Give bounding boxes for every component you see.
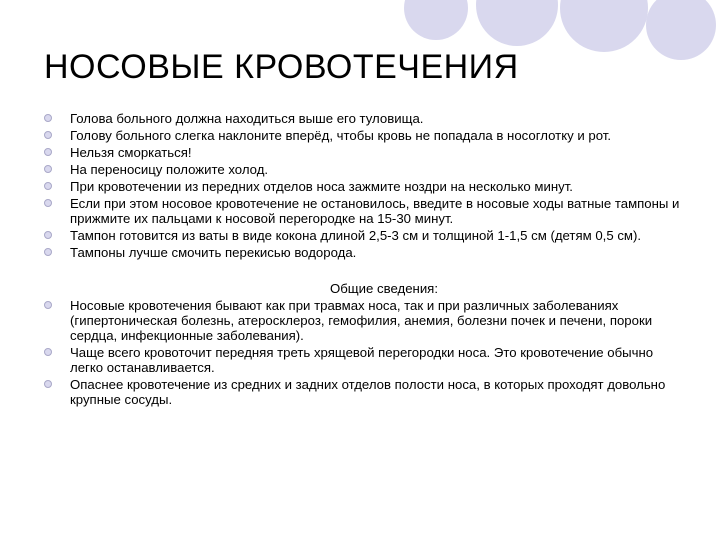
list-item bbox=[44, 245, 684, 260]
circle-bullet-icon bbox=[44, 131, 52, 139]
instructions-list bbox=[44, 111, 684, 260]
general-info-list bbox=[44, 298, 684, 407]
list-item bbox=[44, 345, 684, 375]
list-item-text: Тампоны лучше смочить перекисью водорода. bbox=[70, 245, 357, 260]
slide-title: НОСОВЫЕ КРОВОТЕЧЕНИЯ bbox=[44, 48, 519, 86]
circle-bullet-icon bbox=[44, 248, 52, 256]
decor-circle-4 bbox=[646, 0, 716, 60]
list-item bbox=[44, 228, 684, 243]
list-item-text: При кровотечении из передних отделов носа зажмите ноздри на несколько минут. bbox=[70, 179, 573, 194]
list-item bbox=[44, 145, 684, 160]
list-item bbox=[44, 179, 684, 194]
circle-bullet-icon bbox=[44, 301, 52, 309]
decor-circle-2 bbox=[476, 0, 558, 46]
circle-bullet-icon bbox=[44, 231, 52, 239]
list-item bbox=[44, 111, 684, 126]
list-item-text: Голову больного слегка наклоните вперёд, чтобы кровь не попадала в носоглотку и рот. bbox=[70, 128, 612, 143]
decor-circle-1 bbox=[404, 0, 468, 40]
list-item-text: Носовые кровотечения бывают как при травмах носа, так и при различных заболеваниях (гипертоническая болезнь, атеросклероз, гемофилия, анемия, болезни почек и печени, пороки сердца, инфекционные заболевания). bbox=[70, 298, 653, 343]
circle-bullet-icon bbox=[44, 182, 52, 190]
slide-content bbox=[44, 111, 684, 409]
list-item-text: Нельзя сморкаться! bbox=[70, 145, 192, 160]
list-item bbox=[44, 298, 684, 343]
circle-bullet-icon bbox=[44, 114, 52, 122]
list-item bbox=[44, 196, 684, 226]
list-item-text: Чаще всего кровоточит передняя треть хрящевой перегородки носа. Это кровотечение обычно легко останавливается. bbox=[70, 345, 654, 375]
circle-bullet-icon bbox=[44, 199, 52, 207]
list-item bbox=[44, 377, 684, 407]
list-item-text: На переносицу положите холод. bbox=[70, 162, 269, 177]
circle-bullet-icon bbox=[44, 348, 52, 356]
decor-circle-3 bbox=[560, 0, 648, 52]
list-item bbox=[44, 128, 684, 143]
list-item-text: Голова больного должна находиться выше его туловища. bbox=[70, 111, 424, 126]
circle-bullet-icon bbox=[44, 380, 52, 388]
circle-bullet-icon bbox=[44, 165, 52, 173]
subheading: Общие сведения: bbox=[329, 281, 438, 296]
list-item bbox=[44, 162, 684, 177]
list-item-text: Если при этом носовое кровотечение не остановилось, введите в носовые ходы ватные тампоны и прижмите их пальцами к носовой перегородке на 15-30 минут. bbox=[70, 196, 680, 226]
list-item-text: Тампон готовится из ваты в виде кокона длиной 2,5-3 см и толщиной 1-1,5 см (детям 0,5 см). bbox=[70, 228, 642, 243]
list-item-text: Опаснее кровотечение из средних и задних отделов полости носа, в которых проходят довольно крупные сосуды. bbox=[70, 377, 666, 407]
circle-bullet-icon bbox=[44, 148, 52, 156]
